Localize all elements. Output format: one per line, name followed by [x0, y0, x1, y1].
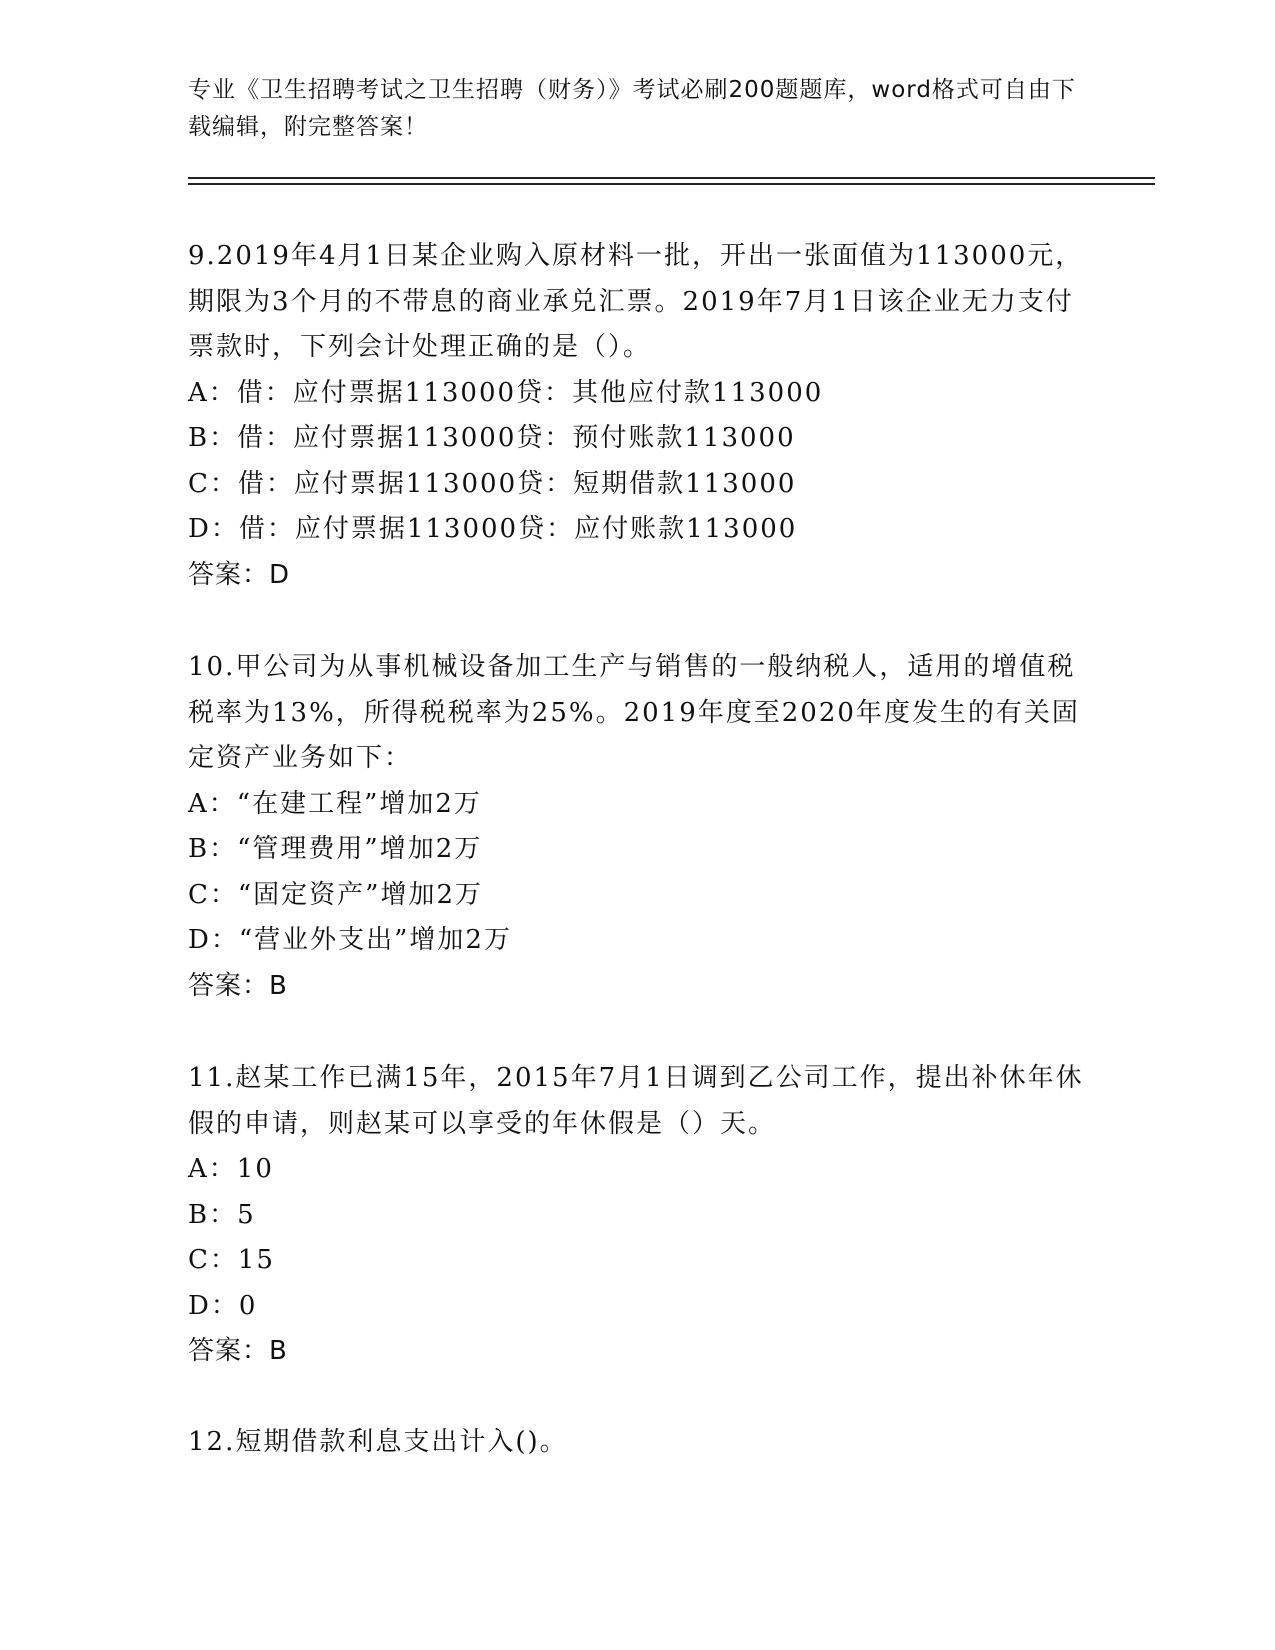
question-9: [188, 234, 1088, 598]
question-12: [188, 1420, 1088, 1466]
question-text: 12.短期借款利息支出计入()。: [188, 1427, 568, 1457]
option-c: C：借：应付票据113000贷：短期借款113000: [188, 468, 797, 499]
answer-line: 答案：D: [188, 559, 291, 590]
question-11: [188, 1056, 1088, 1375]
question-10: [188, 645, 1088, 1009]
header-rule-top: [188, 177, 1155, 179]
option-d: D：借：应付票据113000贷：应付账款113000: [188, 514, 798, 544]
header-rule-bottom: [188, 183, 1155, 185]
answer-line: 答案：B: [188, 970, 288, 1001]
option-d: D：“营业外支出”增加2万: [188, 925, 512, 955]
option-b: B：借：应付票据113000贷：预付账款113000: [188, 423, 796, 453]
option-b: B：5: [188, 1199, 256, 1230]
option-a: A：借：应付票据113000贷：其他应付款113000: [188, 377, 824, 408]
answer-line: 答案：B: [188, 1336, 288, 1366]
option-c: C：15: [188, 1245, 275, 1275]
option-a: A：10: [188, 1154, 274, 1184]
question-text: 9.2019年4月1日某企业购入原材料一批，开出一张面值为113000元，期限为3个月的不带息的商业承兑汇票。2019年7月1日该企业无力支付票款时，下列会计处理正确的是（）。: [188, 241, 1084, 362]
option-d: D：0: [188, 1290, 258, 1321]
question-text: 10.甲公司为从事机械设备加工生产与销售的一般纳税人，适用的增值税税率为13%，所得税税率为25%。2019年度至2020年度发生的有关固定资产业务如下：: [188, 652, 1080, 773]
option-b: B：“管理费用”增加2万: [188, 834, 483, 864]
document-header: 专业《卫生招聘考试之卫生招聘（财务）》考试必刷200题题库，word格式可自由下载编辑，附完整答案！: [188, 77, 1076, 140]
option-a: A：“在建工程”增加2万: [188, 788, 482, 819]
option-c: C：“固定资产”增加2万: [188, 879, 484, 910]
question-text: 11.赵某工作已满15年，2015年7月1日调到乙公司工作，提出补休年休假的申请，则赵某可以享受的年休假是（）天。: [188, 1063, 1084, 1139]
